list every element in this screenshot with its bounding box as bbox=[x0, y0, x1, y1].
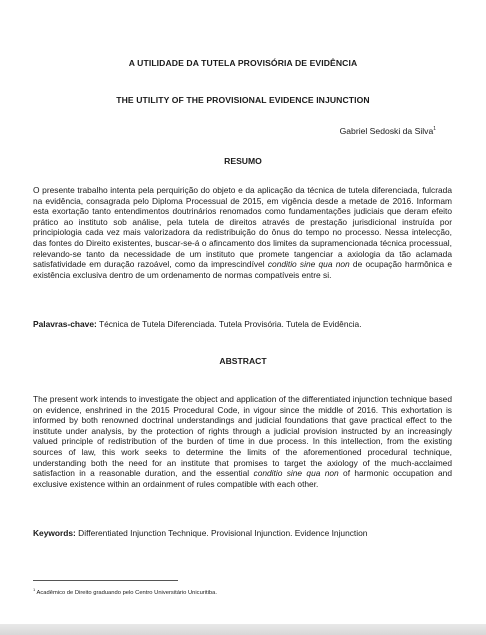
abstract-paragraph bbox=[33, 394, 452, 489]
abstract-latin-phrase: conditio sine qua non bbox=[253, 468, 339, 479]
keywords-pt-text: Técnica de Tutela Diferenciada. Tutela Provisória. Tutela de Evidência. bbox=[96, 319, 362, 329]
keywords-en-label: Keywords: bbox=[33, 528, 76, 538]
title-english: THE UTILITY OF THE PROVISIONAL EVIDENCE INJUNCTION bbox=[116, 95, 370, 105]
keywords-en-text: Differentiated Injunction Technique. Provisional Injunction. Evidence Injunction bbox=[75, 528, 368, 538]
abstract-text-part1: The present work intends to investigate the object and application of the differentiated injunction technique based on evidence, enshrined in the 2015 Procedural Code, in vigour since the middle of 2016. This exhortation is informed by both renowned doctrinal understandings and judicial foundations that gave practical effect to the institute under analysis, by the protection of rights through a judicial provision instructed by an increasingly valued principle of redistribution of the burden of time in due process. In this intellection, from the existing sources of law, this work seeks to determine the limits of the aforementioned procedural technique, understanding both the need for an institute that promises to target the axiology of the much-acclaimed satisfaction in a reasonable duration, and the essential bbox=[33, 394, 452, 479]
footnote-text: Acadêmico de Direito graduando pelo Centro Universitário Unicuritiba. bbox=[35, 589, 217, 596]
page-bottom-edge bbox=[0, 624, 486, 635]
author-footnote-marker: 1 bbox=[433, 126, 436, 133]
resumo-latin-phrase: conditio sine qua non bbox=[267, 259, 350, 270]
footnote-marker: 1 bbox=[33, 587, 36, 592]
keywords-portuguese bbox=[33, 319, 452, 330]
footnote-separator bbox=[33, 580, 178, 581]
resumo-text-part1: O presente trabalho intenta pela perquirição do objeto e da aplicação da técnica de tutela diferenciada, fulcrada na evidência, consagrada pelo Diploma Processual de 2015, em vigência desde a metade de 2016. Informam esta exortação tanto entendimentos doutrinários renomados como fundamentações judiciais que deram efeito prático ao instituto sob análise, pela tutela de direitos através de prestação jurisdicional instruída por principiologia cada vez mais valorizadora da redistribuição do ônus do tempo no processo. Nessa intelecção, das fontes do Direito existentes, buscar-se-á o afincamento dos limites da supramencionada técnica processual, relevando-se tanto da necessidade de um instituto que promete tangenciar a axiologia da tão aclamada satisfatividade em duração razoável, como da imprescindível bbox=[33, 185, 452, 270]
resumo-paragraph bbox=[33, 185, 452, 280]
title-portuguese: A UTILIDADE DA TUTELA PROVISÓRIA DE EVIDÊNCIA bbox=[128, 58, 358, 68]
keywords-english bbox=[33, 528, 452, 539]
abstract-text-part2: of harmonic occupation and exclusive existence within an ordainment of rules compatible with each other. bbox=[33, 468, 452, 489]
abstract-heading: ABSTRACT bbox=[219, 356, 267, 366]
author-line bbox=[340, 126, 436, 136]
resumo-text-part2: de ocupação harmônica e existência exclusiva dentro de um ordenamento de normas compatíveis entre si. bbox=[33, 259, 452, 280]
footnote bbox=[33, 587, 217, 596]
keywords-pt-label: Palavras-chave: bbox=[33, 319, 97, 329]
resumo-heading: RESUMO bbox=[224, 156, 262, 166]
author-name: Gabriel Sedoski da Silva bbox=[339, 126, 434, 136]
